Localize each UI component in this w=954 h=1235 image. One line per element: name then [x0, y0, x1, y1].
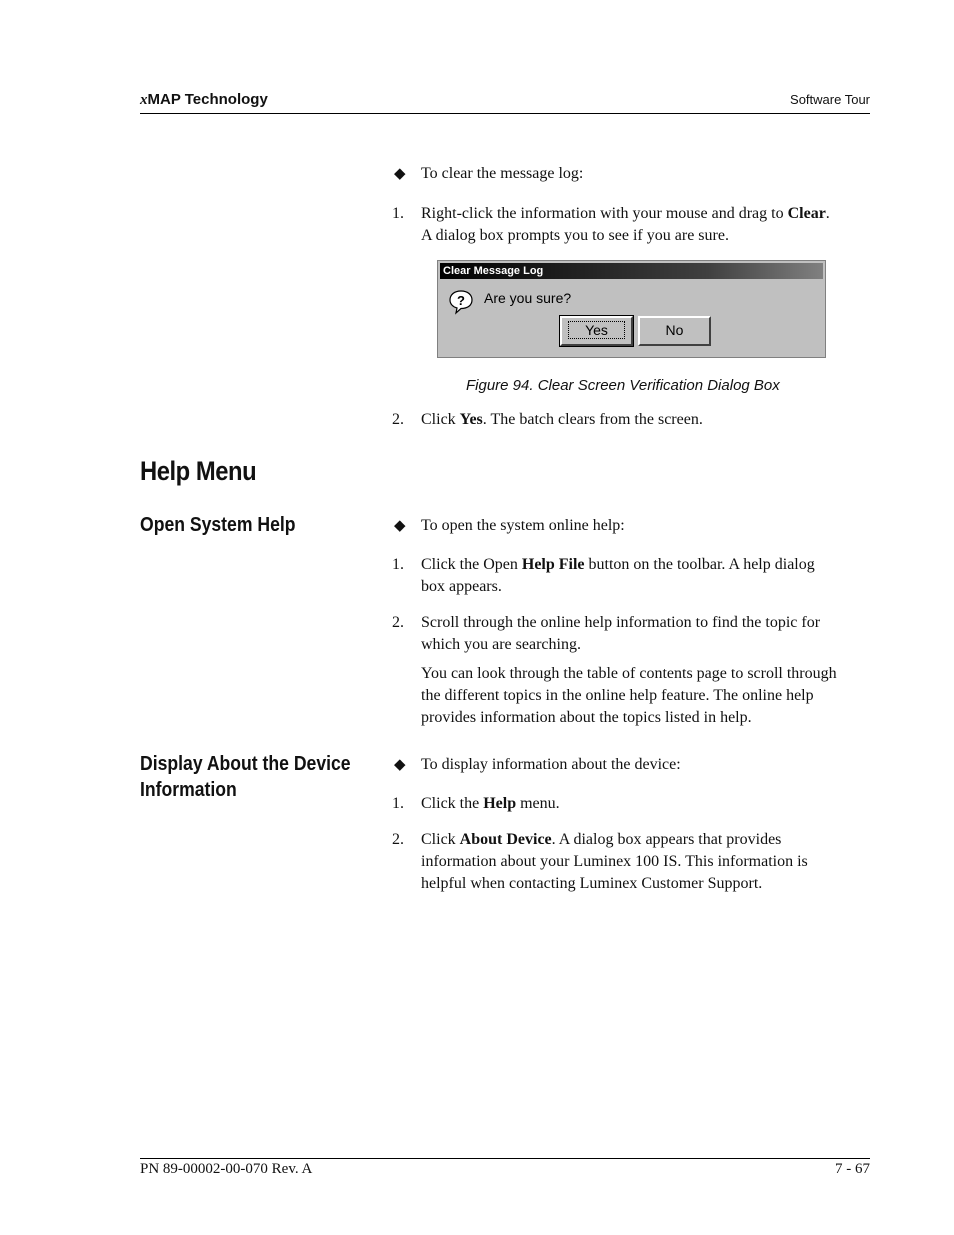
clear-message-log-dialog: [437, 260, 826, 358]
ad-step2-pre: Click: [421, 831, 460, 848]
oh-step1-bold: Help File: [521, 556, 585, 573]
dialog-title-bar: Clear Message Log: [440, 263, 823, 279]
dialog-prompt: Are you sure?: [484, 290, 572, 306]
part-number: PN 89-00002-00-070 Rev. A: [140, 1161, 313, 1177]
title-rest: MAP Technology: [147, 91, 268, 108]
step1-pre: Right-click the information with your mouse and drag to: [421, 205, 788, 222]
open-help-step1-line1: [421, 554, 871, 576]
about-heading-line2: Information: [140, 779, 237, 801]
running-header-section: Software Tour: [790, 92, 870, 107]
step-number: 1.: [392, 205, 404, 222]
ad-step2-line2: information about your Luminex 100 IS. This information is: [421, 853, 808, 870]
page-number: 7 - 67: [835, 1161, 870, 1177]
open-help-step1: [421, 554, 871, 598]
svg-text:?: ?: [457, 293, 465, 308]
open-help-step2-line2: which you are searching.: [421, 636, 581, 653]
about-device-step2: [421, 829, 871, 895]
oh-step1-pre: Click the Open: [421, 556, 522, 573]
ad-step1-post: menu.: [516, 795, 560, 812]
diamond-bullet-icon: ◆: [394, 166, 406, 182]
step-number: 2.: [392, 411, 404, 428]
clear-log-step2: [421, 409, 871, 431]
step2-pre: Click: [421, 411, 460, 428]
open-help-note: [421, 663, 871, 729]
open-system-help-heading: Open System Help: [140, 514, 296, 536]
step1-bold: Clear: [787, 205, 826, 222]
step2-post: . The batch clears from the screen.: [482, 411, 703, 428]
about-device-intro: To display information about the device:: [421, 756, 681, 773]
note-line2: the different topics in the online help feature. The online help: [421, 687, 814, 704]
ad-step2-line3: helpful when contacting Luminex Customer Support.: [421, 875, 763, 892]
oh-step1-post: button on the toolbar. A help dialog: [584, 556, 815, 573]
step1-post: .: [825, 205, 830, 222]
help-menu-heading: Help Menu: [140, 456, 257, 486]
note-line3: provides information about the topics listed in help.: [421, 709, 752, 726]
ad-step1-pre: Click the: [421, 795, 484, 812]
step-number: 2.: [392, 831, 404, 848]
yes-button[interactable]: [560, 316, 633, 346]
open-help-intro: To open the system online help:: [421, 517, 625, 534]
header-rule: [140, 113, 870, 114]
open-help-step1-line2: box appears.: [421, 578, 502, 595]
open-help-step2-line1: Scroll through the online help information to find the topic for: [421, 614, 821, 631]
question-icon: [448, 289, 474, 315]
about-heading-line1: Display About the Device: [140, 753, 351, 775]
step1-line2: A dialog box prompts you to see if you are sure.: [421, 227, 729, 244]
step1-line1: [421, 203, 871, 225]
yes-label: Yes: [568, 321, 625, 339]
title-prefix: x: [140, 92, 148, 108]
step2-bold: Yes: [459, 411, 483, 428]
ad-step2-post: . A dialog box appears that provides: [551, 831, 782, 848]
ad-step2-line1: [421, 829, 871, 851]
footer-rule: [140, 1158, 870, 1159]
step-number: 1.: [392, 795, 404, 812]
diamond-bullet-icon: ◆: [394, 757, 406, 773]
step-number: 2.: [392, 614, 404, 631]
open-help-step2: [421, 612, 871, 656]
clear-log-intro: To clear the message log:: [421, 165, 584, 182]
ad-step1-bold: Help: [483, 795, 517, 812]
note-line1: You can look through the table of contents page to scroll through: [421, 665, 837, 682]
figure-caption: Figure 94. Clear Screen Verification Dialog Box: [466, 377, 780, 394]
running-header-title: [140, 91, 268, 109]
step-number: 1.: [392, 556, 404, 573]
ad-step2-bold: About Device: [459, 831, 552, 848]
about-device-heading: [140, 751, 351, 803]
clear-log-step1: [421, 203, 871, 247]
no-button[interactable]: No: [638, 316, 711, 346]
about-device-step1: [421, 793, 871, 815]
diamond-bullet-icon: ◆: [394, 518, 406, 534]
